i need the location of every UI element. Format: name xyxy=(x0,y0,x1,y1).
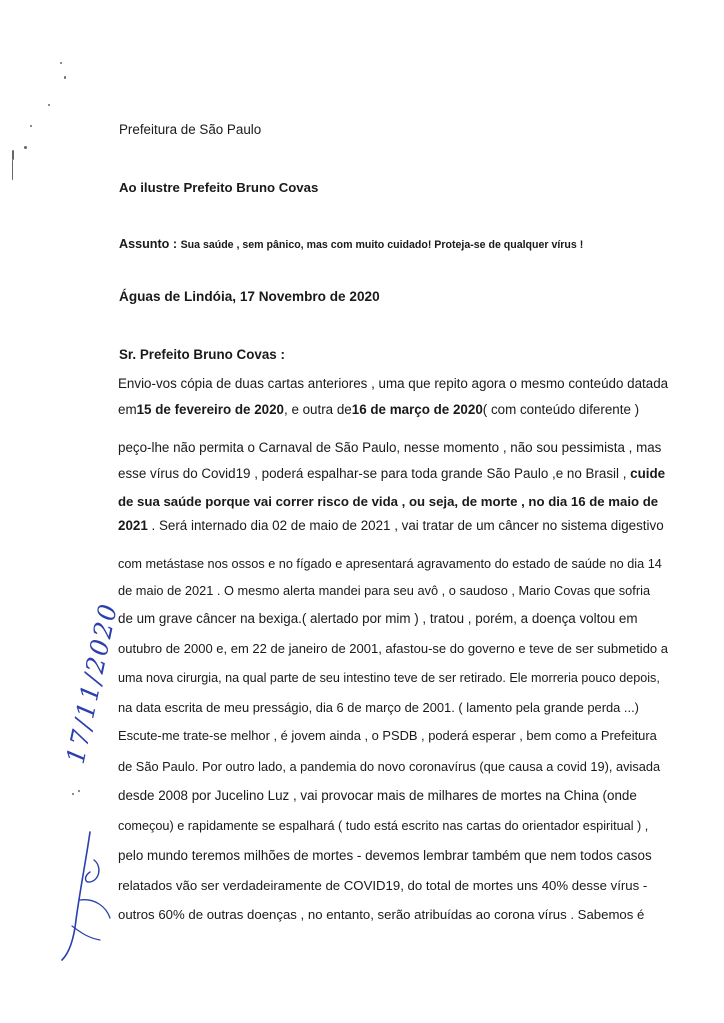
body-line: peço-lhe não permita o Carnaval de São Paulo, nesse momento , não sou pessimista , mas xyxy=(118,440,662,455)
body-text: . Será internado dia 02 de maio de 2021 , vai tratar de um câncer no sistema digestivo xyxy=(151,518,664,533)
scan-speck xyxy=(24,146,27,149)
subject-text: Sua saúde , sem pânico, mas com muito cuidado! Proteja-se de qualquer vírus ! xyxy=(180,239,584,251)
body-line: com metástase nos ossos e no fígado e apresentará agravamento do estado de saúde no dia 14 xyxy=(118,557,662,571)
body-line: desde 2008 por Jucelino Luz , vai provocar mais de milhares de mortes na China (onde xyxy=(118,788,637,803)
body-line: de um grave câncer na bexiga.( alertado por mim ) , tratou , porém, a doença voltou em xyxy=(118,611,638,626)
place-date: Águas de Lindóia, 17 Novembro de 2020 xyxy=(119,289,380,304)
body-line: relatados vão ser verdadeiramente de COVID19, do total de mortes uns 40% desse vírus - xyxy=(118,878,648,893)
scan-speck xyxy=(64,76,66,79)
body-line: de São Paulo. Por outro lado, a pandemia do novo coronavírus (que causa a covid 19), avisada xyxy=(118,759,661,774)
scan-speck xyxy=(72,793,74,795)
date-highlight: 15 de fevereiro de 2020 xyxy=(136,402,284,417)
scan-speck xyxy=(48,104,50,106)
body-line: Escute-me trate-se melhor , é jovem ainda , o PSDB , poderá esperar , bem como a Prefeitura xyxy=(118,728,657,743)
body-text: ( com conteúdo diferente ) xyxy=(482,402,640,417)
subject-line xyxy=(119,237,583,251)
body-line: Envio-vos cópia de duas cartas anteriores , uma que repito agora o mesmo conteúdo datada xyxy=(118,376,669,391)
signature-stroke xyxy=(72,926,100,940)
body-line xyxy=(118,402,640,418)
body-line: de maio de 2021 . O mesmo alerta mandei para seu avô , o saudoso , Mario Covas que sofria xyxy=(118,583,651,598)
signature-scrawl xyxy=(50,820,120,970)
body-line: começou) e rapidamente se espalhará ( tudo está escrito nas cartas do orientador espiritual ) , xyxy=(118,819,649,833)
warning-highlight: cuide xyxy=(630,466,666,481)
body-line xyxy=(118,518,664,534)
body-text: esse vírus do Covid19 , poderá espalhar-se para toda grande São Paulo ,e no Brasil , xyxy=(118,466,627,481)
body-text: em xyxy=(118,402,137,417)
scan-speck xyxy=(60,62,62,64)
scan-speck xyxy=(78,790,80,792)
body-line: na data escrita de meu presságio, dia 6 de março de 2001. ( lamento pela grande perda ...) xyxy=(118,700,639,715)
scan-speck xyxy=(30,125,32,127)
salutation: Sr. Prefeito Bruno Covas : xyxy=(119,347,285,362)
body-line xyxy=(118,466,665,482)
body-line-warning: de sua saúde porque vai correr risco de vida , ou seja, de morte , no dia 16 de maio de xyxy=(118,494,659,509)
addressee: Ao ilustre Prefeito Bruno Covas xyxy=(119,180,319,195)
body-line: outubro de 2000 e, em 22 de janeiro de 2001, afastou-se do governo e teve de ser submetido a xyxy=(118,641,668,656)
body-line: outros 60% de outras doenças , no entanto, serão atribuídas ao corona vírus . Sabemos é xyxy=(118,907,645,922)
recipient-org: Prefeitura de São Paulo xyxy=(119,122,262,137)
date-highlight: 16 de março de 2020 xyxy=(351,402,483,417)
signature-stroke xyxy=(80,900,110,918)
scan-speck xyxy=(12,150,14,160)
signature-stroke xyxy=(62,832,90,960)
handwritten-date-text: 17/11/2020 xyxy=(60,599,124,767)
signature-stroke xyxy=(86,860,99,882)
body-text: , e outra de xyxy=(284,402,352,417)
year-highlight: 2021 xyxy=(118,518,148,533)
body-line: pelo mundo teremos milhões de mortes - devemos lembrar também que nem todos casos xyxy=(118,848,652,863)
subject-label: Assunto : xyxy=(119,237,178,251)
body-line: uma nova cirurgia, na qual parte de seu intestino teve de ser retirado. Ele morreria pouco depois, xyxy=(118,671,660,685)
scan-speck xyxy=(12,160,13,180)
margin-handwritten-date xyxy=(60,599,124,767)
